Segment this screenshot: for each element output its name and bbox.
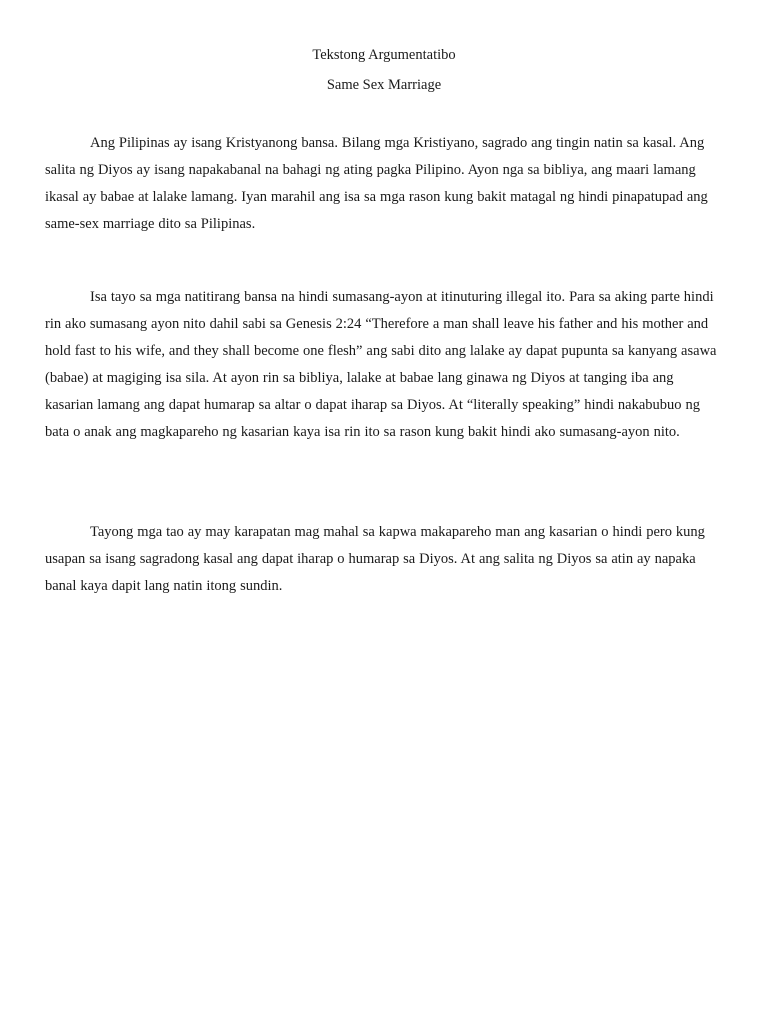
- paragraph-3: Tayong mga tao ay may karapatan mag mahal sa kapwa makapareho man ang kasarian o hindi pero kung usapan sa isang sagradong kasal ang dapat iharap o humarap sa Diyos. At ang salita ng Diyos sa atin ay napaka banal kaya dapit lang natin itong sundin.: [45, 524, 705, 594]
- paragraph-1: Ang Pilipinas ay isang Kristyanong bansa. Bilang mga Kristiyano, sagrado ang tingin natin sa kasal. Ang salita ng Diyos ay isang napakabanal na bahagi ng ating pagka Pilipino. Ayon nga sa bibliya, ang maari lamang ikasal ay babae at lalake lamang. Iyan marahil ang isa sa mga rason kung bakit matagal ng hindi pinapatupad ang same-sex marriage dito sa Pilipinas.: [45, 135, 708, 232]
- document-title: Tekstong Argumentatibo: [312, 47, 456, 63]
- document-subtitle: Same Sex Marriage: [326, 77, 442, 93]
- paragraph-2: Isa tayo sa mga natitirang bansa na hindi sumasang-ayon at itinuturing illegal ito. Para sa aking parte hindi rin ako sumasang ayon nito dahil sabi sa Genesis 2:24 “Therefore a man shall leave his father and his mother and hold fast to his wife, and they shall become one flesh” ang sabi dito ang lalake ay dapat pupunta sa kanyang asawa (babae) at magiging isa sila. At ayon rin sa bibliya, lalake at babae lang ginawa ng Diyos at tanging iba ang kasarian lamang ang dapat humarap sa altar o dapat iharap sa Diyos. At “literally speaking” hindi nakabubuo ng bata o anak ang magkapareho ng kasarian kaya isa rin ito sa rason kung bakit hindi ako sumasang-ayon nito.: [45, 289, 717, 440]
